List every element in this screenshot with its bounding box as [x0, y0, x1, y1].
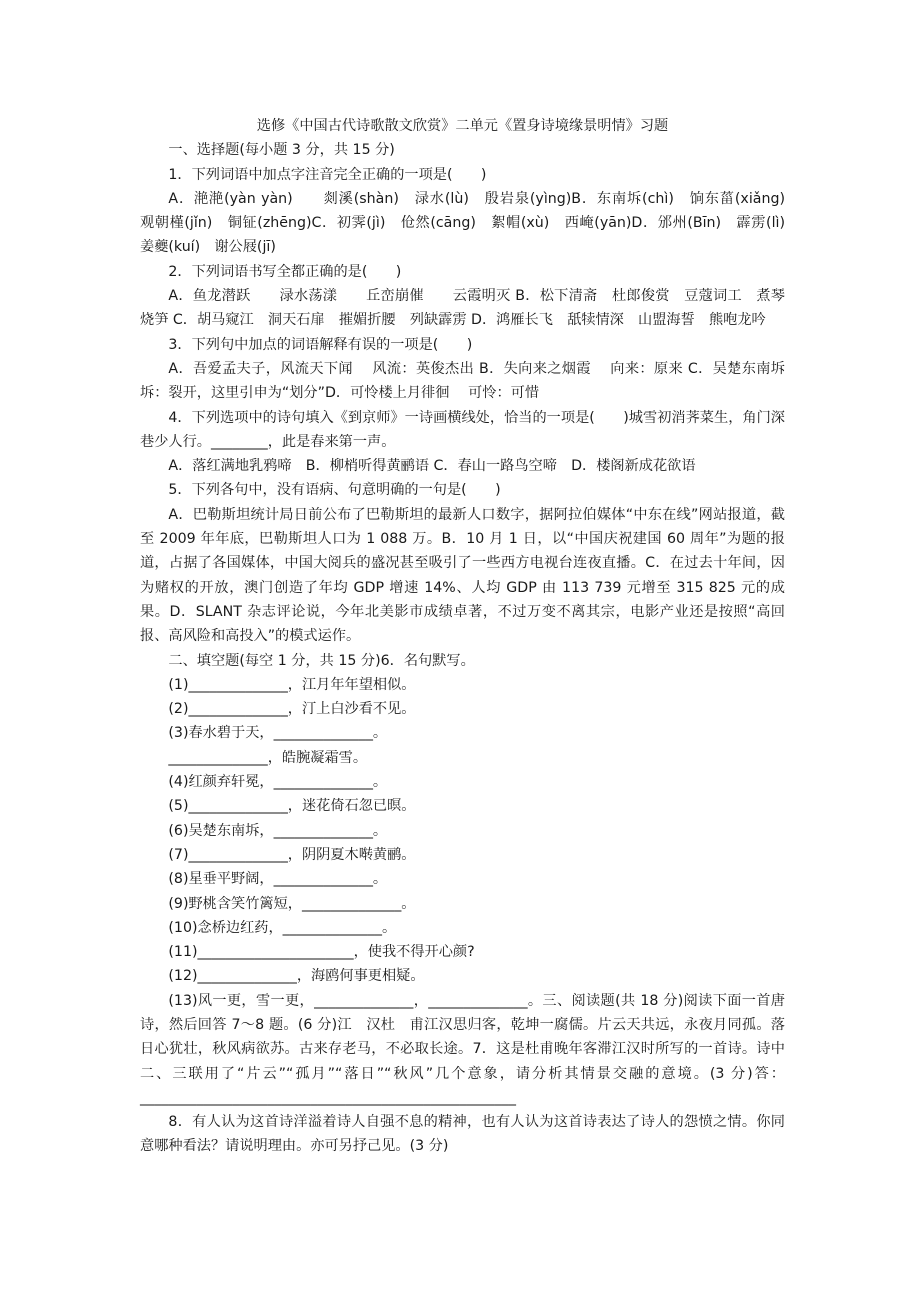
- section-heading-choice: 一、选择题(每小题 3 分，共 15 分): [168, 142, 395, 159]
- fill-item-3b: ______________，皓腕凝霜雪。: [168, 749, 368, 766]
- question-1-options: A．滟滟(yàn yàn) 剡溪(shàn) 渌水(lù) 殷岩泉(yìng)B．东南坼(chì) 饷东菑(xiǎng) 观朝槿(jǐn) 铜钲(zhēng)C．初霁(jì) 伧然(cāng) 絮帽(xù) 西崦(yān)D．邠州(Bīn) 霹雳(lì) 姜夔(kuí) 谢公屐(jī): [140, 190, 800, 256]
- fill-item-3: (3)春水碧于天，______________。: [168, 725, 388, 742]
- document-page: [140, 114, 804, 1159]
- fill-item-12: (12)______________，海鸥何事更相疑。: [168, 968, 425, 985]
- fill-item-4: (4)红颜弃轩冕，______________。: [168, 774, 388, 791]
- fill-item-13-and-reading: (13)风一更，雪一更，______________，______________。三、阅读题(共 18 分)阅读下面一首唐诗，然后回答 7～8 题。(6 分)江 汉杜 甫江汉思归客，乾坤一腐儒。片云天共远，永夜月同孤。落日心犹壮，秋风病欲苏。古来存老马，不必取长途。7．这是杜甫晚年客滞江汉时所写的一首诗。诗中二、三联用了“片云”“孤月”“落日”“秋风”几个意象，请分析其情景交融的意境。(3 分)答：_____________________________________________________: [140, 992, 785, 1106]
- question-4: 4．下列选项中的诗句填入《到京师》一诗画横线处，恰当的一项是( )城雪初消荠菜生，角门深巷少人行。________，此是春来第一声。: [140, 409, 785, 450]
- question-2: 2．下列词语书写全都正确的是( ): [168, 263, 402, 280]
- fill-item-5: (5)______________，迷花倚石忽已暝。: [168, 798, 416, 815]
- fill-item-2: (2)______________，汀上白沙看不见。: [168, 701, 416, 718]
- question-5-options: A．巴勒斯坦统计局日前公布了巴勒斯坦的最新人口数字，据阿拉伯媒体“中东在线”网站报道，截至 2009 年年底，巴勒斯坦人口为 1 088 万。B．10 月 1 日，以“中国庆祝建国 60 周年”为题的报道，占据了各国媒体，中国大阅兵的盛况甚至吸引了一些西方电视台连夜直播。C．在过去十年间，因为赌权的开放，澳门创造了年均 GDP 增速 14%、人均 GDP 由 113 739 元增至 315 825 元的成果。D．SLANT 杂志评论说，今年北美影市成绩卓著，不过万变不离其宗，电影产业还是按照“高回报、高风险和高投入”的模式运作。: [140, 506, 785, 645]
- question-8: 8．有人认为这首诗洋溢着诗人自强不息的精神，也有人认为这首诗表达了诗人的怨愤之情。你同意哪种看法？请说明理由。亦可另抒己见。(3 分): [140, 1114, 785, 1155]
- fill-item-1: (1)______________，江月年年望相似。: [168, 676, 416, 693]
- fill-item-11: (11)______________________，使我不得开心颜?: [168, 944, 475, 961]
- fill-item-6: (6)吴楚东南坼，______________。: [168, 822, 388, 839]
- section-heading-fill: 二、填空题(每空 1 分，共 15 分)6．名句默写。: [168, 652, 475, 669]
- question-4-options: A．落红满地乳鸦啼 B．柳梢听得黄鹂语 C．春山一路鸟空啼 D．楼阁新成花欲语: [168, 458, 696, 475]
- fill-item-10: (10)念桥边红药，______________。: [168, 919, 397, 936]
- question-3: 3．下列句中加点的词语解释有误的一项是( ): [168, 336, 473, 353]
- question-3-options: A．吾爱孟夫子，风流天下闻 风流：英俊杰出 B．失向来之烟霞 向来：原来 C．吴楚东南坼 坼：裂开，这里引申为“划分”D．可怜楼上月徘徊 可怜：可惜: [140, 360, 804, 402]
- document-title: 选修《中国古代诗歌散文欣赏》二单元《置身诗境缘景明情》习题: [256, 118, 669, 134]
- question-2-options: A．鱼龙潜跃 渌水荡漾 丘峦崩催 云霞明灭 B．松下清斋 杜郎俊赏 豆蔻词工 煮琴烧笋 C．胡马窥江 洞天石扉 摧媚折腰 列缺霹雳 D．鸿雁长飞 舐犊情深 山盟海誓 熊咆龙吟: [140, 288, 785, 329]
- fill-item-8: (8)星垂平野阔，______________。: [168, 871, 388, 888]
- question-1: 1．下列词语中加点字注音完全正确的一项是( ): [168, 166, 487, 183]
- question-5: 5．下列各句中，没有语病、句意明确的一句是( ): [168, 482, 501, 499]
- fill-item-7: (7)______________，阴阴夏木啭黄鹂。: [168, 846, 416, 863]
- fill-item-9: (9)野桃含笑竹篱短，______________。: [168, 895, 416, 912]
